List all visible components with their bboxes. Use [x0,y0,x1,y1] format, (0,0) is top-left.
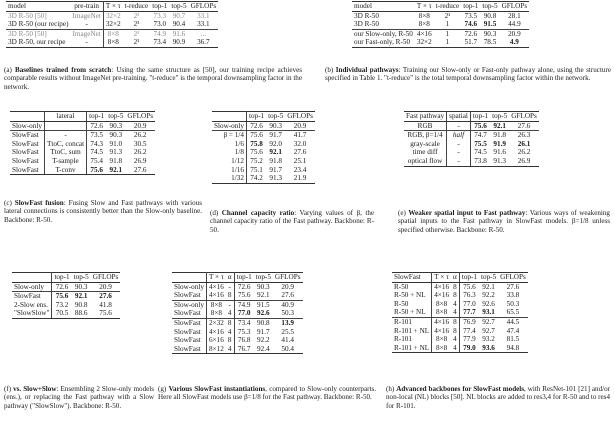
col-header: top-1 [246,112,266,122]
table-row: optical flow - 73.8 91.3 26.9 [404,157,539,166]
table-row: SlowFast 8×12 4 76.7 92.4 50.4 [172,345,303,354]
table-row: 3D R-50 (our recipe) - 32×2 2³ 73.0 90.4 33.1 [8,20,210,29]
table-row: R-50 + NL 4×16 8 76.3 92.2 33.8 [394,291,520,300]
table-row: SlowFast 4×16 4 75.3 91.7 25.5 [174,327,294,336]
table-row: R-50 4×16 8 75.6 92.1 27.6 [394,282,520,291]
table-c [10,111,155,175]
table-row: R-101 + NL 8×8 4 79.0 93.6 94.8 [392,344,528,353]
table-row: 1/32 74.2 91.3 21.9 [212,174,315,183]
col-header: top-5 [482,2,498,10]
table-row: Slow-only 72.6 90.3 20.9 [14,282,112,291]
table-row: R-50 8×8 4 77.0 92.6 50.3 [394,299,520,308]
table-row: R-101 4×16 8 76.9 92.7 44.5 [392,317,528,326]
table-row: our Slow-only, R-50 4×16 1 72.6 90.3 20.9 [352,29,529,38]
table-row: 3D R-50 8×8 2¹ 73.5 90.8 28.1 [354,11,521,20]
table-row: Slow-only 4×16 - 72.6 90.3 20.9 [174,282,294,291]
col-header: T × τ [415,2,434,12]
table-row: 3D R-50 [50] ImageNet 32×2 2³ 73.3 90.7 33.1 [8,11,210,20]
table-row: RGB - 75.6 92.1 27.6 [404,121,539,131]
col-header: top-1 [234,273,254,283]
col-header: top-5 [73,273,89,281]
col-header: GFLOPs [190,2,217,10]
table-row: our Fast-only, R-50 32×2 1 51.7 78.5 4.9 [352,38,529,47]
col-header: top-1 [470,112,490,122]
table-row: 3D R-50 8×8 1 74.6 91.5 44.9 [354,20,521,29]
table-row: SlowFast 75.6 92.1 27.6 [12,292,120,301]
table-row: 3D R-50 [50] ImageNet 8×8 2¹ 74.9 91.6 ... [6,29,218,38]
caption-h: (h) Advanced backbones for SlowFast models, with ResNet-101 [21] and/or non-local (NL) blocks [50]. NL blocks are added to res3,4 for R-50 and to res4 for R-101. [386,385,610,410]
table-row: Slow-only 8×8 - 74.9 91.5 40.9 [172,300,303,309]
table-a [6,1,218,48]
col-header: GFLOPs [511,112,537,120]
table-row: time diff - 74.5 91.6 26.2 [404,148,539,157]
table-row: 1/12 75.2 91.8 25.1 [212,157,315,166]
col-header: lateral [44,112,86,122]
col-header: top-1 [52,273,72,283]
col-header: T × τ [432,273,451,283]
col-header: top-1 [87,112,107,122]
col-header: GFLOPs [92,273,119,281]
table-row: "SlowSlow" 70.5 88.6 75.6 [12,309,120,318]
col-header: model [6,2,70,12]
col-header: GFLOPs [287,112,313,120]
table-row: SlowFast 8×8 4 77.0 92.6 50.3 [174,309,294,318]
caption-c: (c) SlowFast fusion: Fusing Slow and Fast pathways with various lateral connections is consistently better than the Slow-only baseline. Backbone: R-50. [4,199,202,224]
col-header: SlowFast [392,273,432,283]
caption-a: (a) Baselines trained from scratch: Using the same structure as [50], our training recipe achieves comparable results without ImageNet pre-training. "t-reduce" is the temporal downsampling factor in the network. [4,66,302,91]
col-header: T × τ [206,273,225,283]
col-header: GFLOPs [274,273,301,281]
table-row: Slow-only 72.6 90.3 20.9 [12,121,147,130]
col-header: t-reduce [124,2,149,10]
caption-b: (b) Individual pathways: Training our Slow-only or Fast-only pathway alone, using the structure specified in Table 1. "t-reduce" is the total temporal downsampling factor within the network. [325,66,611,83]
col-header [212,112,246,122]
table-row: R-101 8×8 4 77.9 93.2 81.5 [394,335,520,344]
col-header: Fast pathway [404,112,447,122]
col-header [10,112,44,122]
col-header: α [451,273,459,283]
col-header: top-1 [459,273,479,283]
col-header: GFLOPs [500,273,526,281]
table-row: 1/16 75.1 91.7 23.4 [212,166,315,175]
table-row: SlowFast 6×16 8 76.8 92.2 41.4 [174,336,294,345]
table-d [212,111,315,184]
table-g [172,272,303,354]
table-row: Slow-only 72.6 90.3 20.9 [214,121,307,130]
table-f [12,272,120,319]
table-h [392,272,528,353]
table-row: SlowFast 2×32 8 73.4 90.8 13.9 [172,318,303,327]
col-header: spatial [447,112,471,122]
table-row: SlowFast TtoC, concat 74.3 91.0 30.5 [12,139,147,148]
table-row: 1/8 75.6 92.1 27.6 [212,148,315,157]
col-header [172,273,206,283]
table-row: SlowFast 4×16 8 75.6 92.1 27.6 [174,291,294,300]
table-row: 2-Slow ens. 73.2 90.8 41.8 [14,300,112,309]
col-header: T × τ [103,2,122,12]
col-header: GFLOPs [127,112,153,120]
col-header: top-5 [492,112,508,120]
table-row: 3D R-50, our recipe - 8×8 2¹ 73.4 90.9 36.7 [6,38,218,47]
table-row: SlowFast - 73.5 90.3 26.2 [10,131,155,140]
col-header: α [226,273,234,283]
col-header: top-1 [152,2,168,10]
caption-g: (g) Various SlowFast instantiations, compared to Slow-only counterparts. Here all SlowFast models use β=1/8 for the Fast pathway. Backbone: R-50. [158,385,376,402]
col-header: pre-train [70,2,103,12]
caption-f: (f) vs. Slow+Slow: Ensembling 2 Slow-only models (ens.), or replacing the Fast pathway with a Slow pathway ("SlowSlow"). Backbone: R-50. [4,385,154,410]
table-row: SlowFast TtoC, sum 74.5 91.3 26.2 [12,148,147,157]
table-row: β = 1/4 75.6 91.7 41.7 [212,131,315,140]
col-header: top-5 [171,2,187,10]
table-e [404,111,539,167]
col-header: GFLOPs [501,2,528,10]
col-header: top-1 [463,2,479,10]
caption-e: (e) Weaker spatial input to Fast pathway: Various ways of weakening spatial inputs to the Fast pathway in SlowFast models. β=1/8 unless specified otherwise. Backbone: R-50. [398,209,610,234]
table-row: gray-scale - 75.5 91.9 26.1 [404,140,539,149]
col-header: top-5 [481,273,497,281]
table-row: RGB, β=1/4 half 74.7 91.8 26.3 [404,131,539,140]
col-header: top-5 [268,112,284,120]
caption-d: (d) Channel capacity ratio: Varying values of β, the channel capacity ratio of the Fast pathway. Backbone: R-50. [210,209,375,234]
col-header: top-5 [255,273,271,281]
col-header: top-5 [108,112,124,120]
col-header [12,273,52,283]
col-header: t-reduce [435,2,460,10]
table-row: SlowFast T-conv 75.6 92.1 27.6 [10,166,155,175]
table-row: R-50 + NL 8×8 4 77.7 93.1 65.5 [394,308,520,317]
table-row: R-101 + NL 4×16 8 77.4 92.7 47.4 [394,326,520,335]
table-row: 1/6 75.8 92.0 32.0 [212,140,315,149]
table-b [352,1,529,48]
table-row: SlowFast T-sample 75.4 91.8 26.9 [12,156,147,165]
col-header: model [352,2,415,12]
